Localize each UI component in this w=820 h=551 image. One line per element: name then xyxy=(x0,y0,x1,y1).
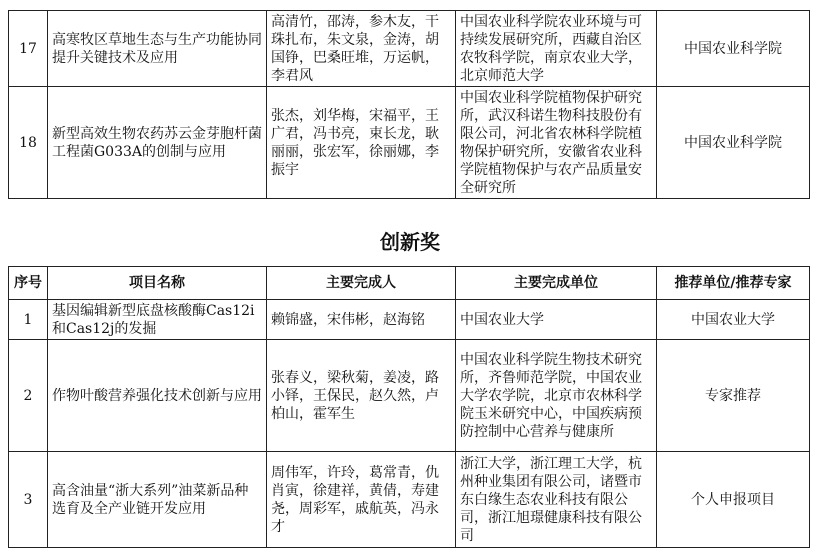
row-number: 17 xyxy=(9,11,48,87)
row-number: 1 xyxy=(9,300,48,340)
award-table-continued xyxy=(8,10,810,199)
row-number: 3 xyxy=(9,452,48,548)
main-units: 浙江大学，浙江理工大学，杭州种业集团有限公司，诸暨市东白缘生态农业科技有限公司，浙江旭璟健康科技有限公司 xyxy=(456,452,657,548)
project-name: 高寒牧区草地生态与生产功能协同提升关键技术及应用 xyxy=(48,11,267,87)
recommender: 专家推荐 xyxy=(657,340,810,452)
table-row xyxy=(9,300,810,340)
main-contributors: 张春义，梁秋菊，姜凌，路小铎，王保民，赵久然，卢柏山，霍军生 xyxy=(267,340,456,452)
main-contributors: 赖锦盛，宋伟彬，赵海铭 xyxy=(267,300,456,340)
table-row xyxy=(9,87,810,199)
section-title: 创新奖 xyxy=(380,230,440,254)
row-number: 2 xyxy=(9,340,48,452)
main-units: 中国农业科学院农业环境与可持续发展研究所，西藏自治区农牧科学院，南京农业大学，北京师范大学 xyxy=(456,11,657,87)
project-name: 作物叶酸营养强化技术创新与应用 xyxy=(48,340,267,452)
main-units: 中国农业科学院生物技术研究所，齐鲁师范学院，中国农业大学农学院，北京市农林科学院玉米研究中心，中国疾病预防控制中心营养与健康所 xyxy=(456,340,657,452)
main-contributors: 周伟军，许玲，葛常青，仇肖寅，徐建祥，黄倩，寿建尧，周彩军，戚航英，冯永才 xyxy=(267,452,456,548)
main-contributors: 高清竹，邵涛，参木友，干珠扎布，朱文泉，金涛，胡国铮，巴桑旺堆，万运帆，李君风 xyxy=(267,11,456,87)
recommender: 中国农业科学院 xyxy=(657,11,810,87)
project-name: 新型高效生物农药苏云金芽胞杆菌工程菌G033A的创制与应用 xyxy=(48,87,267,199)
row-number: 18 xyxy=(9,87,48,199)
innovation-award-table xyxy=(8,266,810,548)
project-name: 高含油量“浙大系列”油菜新品种选育及全产业链开发应用 xyxy=(48,452,267,548)
col-header-units: 主要完成单位 xyxy=(456,267,657,300)
table-row xyxy=(9,11,810,87)
col-header-project: 项目名称 xyxy=(48,267,267,300)
table-row xyxy=(9,340,810,452)
main-contributors: 张杰，刘华梅，宋福平，王广君，冯书亮，束长龙，耿丽丽，张宏军，徐丽娜，李振宇 xyxy=(267,87,456,199)
main-units: 中国农业大学 xyxy=(456,300,657,340)
col-header-contributors: 主要完成人 xyxy=(267,267,456,300)
recommender: 个人申报项目 xyxy=(657,452,810,548)
table-row xyxy=(9,452,810,548)
col-header-recommender: 推荐单位/推荐专家 xyxy=(657,267,810,300)
col-header-number: 序号 xyxy=(9,267,48,300)
header-row xyxy=(9,267,810,300)
recommender: 中国农业大学 xyxy=(657,300,810,340)
recommender: 中国农业科学院 xyxy=(657,87,810,199)
main-units: 中国农业科学院植物保护研究所，武汉科诺生物科技股份有限公司，河北省农林科学院植物保护研究所，安徽省农业科学院植物保护与农产品质量安全研究所 xyxy=(456,87,657,199)
project-name: 基因编辑新型底盘核酸酶Cas12i和Cas12j的发掘 xyxy=(48,300,267,340)
